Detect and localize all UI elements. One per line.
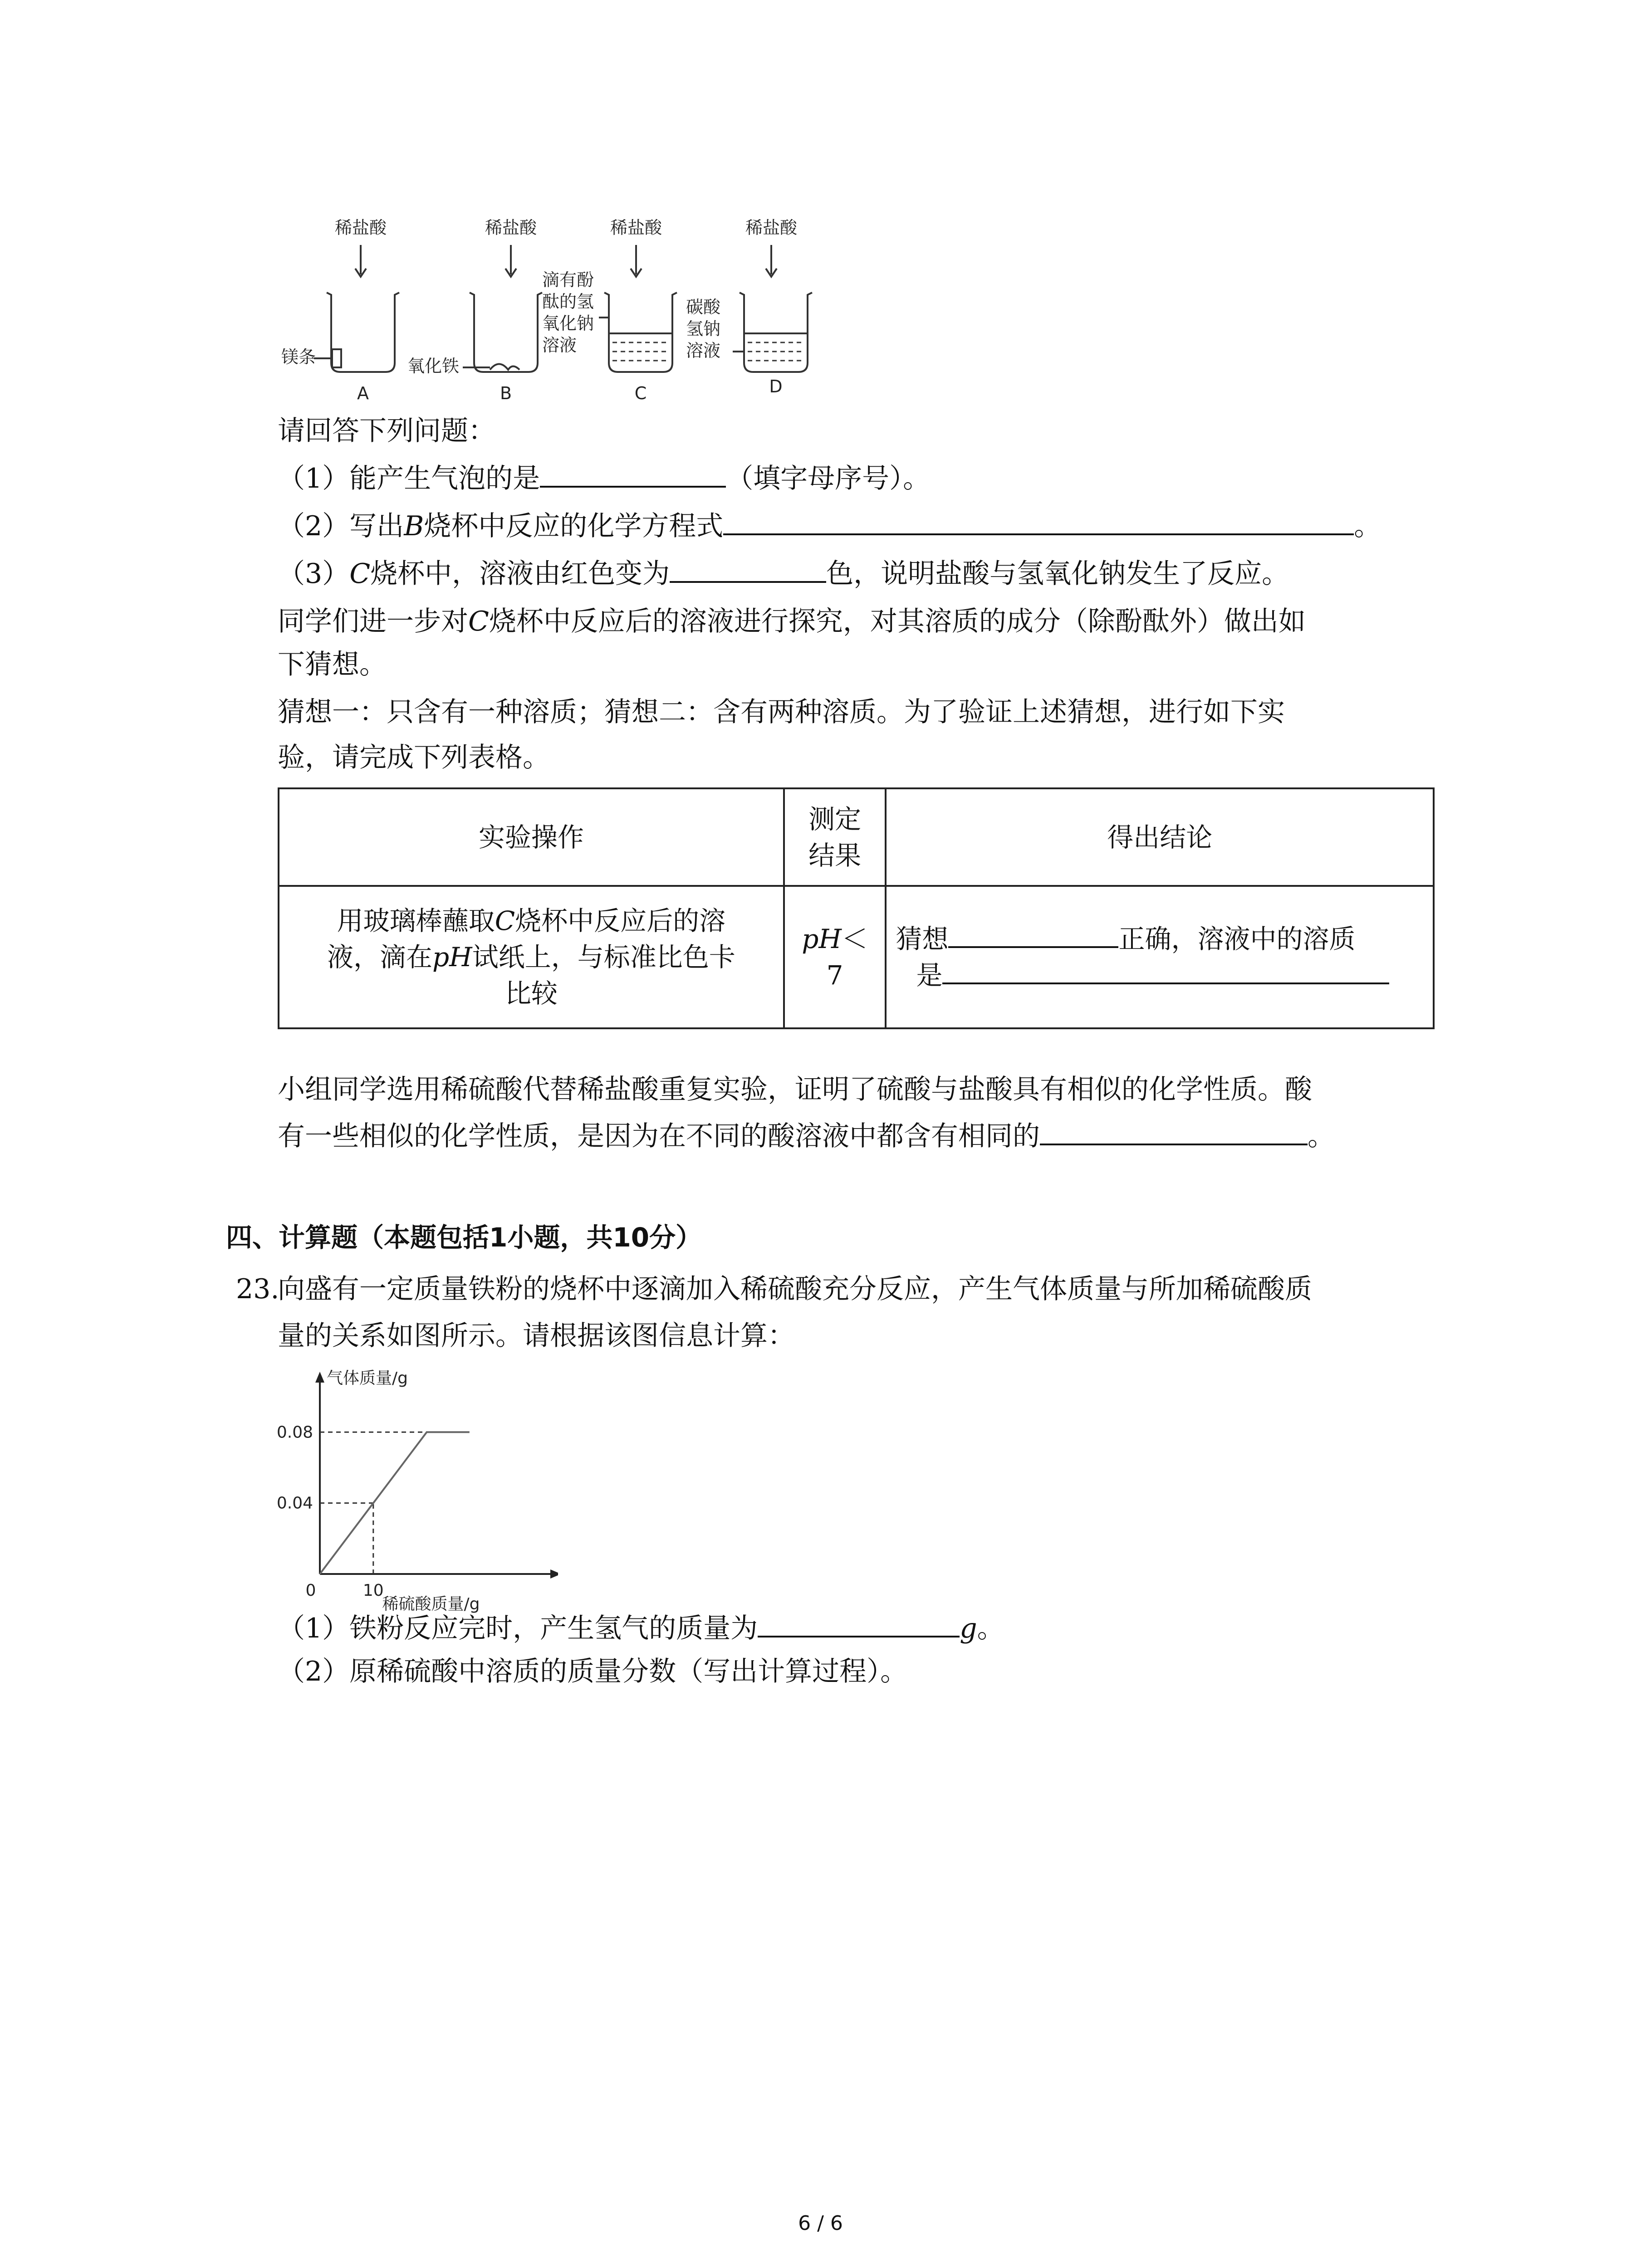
result-var: pH	[802, 924, 842, 954]
operation-line2-post: 试纸上，与标准比色卡	[472, 942, 735, 973]
acid-label-a: 稀盐酸	[334, 218, 387, 238]
conclusion-line1-pre: 猜想	[896, 924, 949, 954]
q22-sub1-blank[interactable]	[540, 460, 726, 488]
q23-stem-line2: 量的关系如图所示。请根据该图信息计算：	[278, 1320, 795, 1352]
q22-sub2-var: B	[404, 510, 424, 542]
q22-sub3-var: C	[349, 558, 371, 590]
operation-line1-post: 烧杯中反应后的溶	[515, 905, 726, 936]
acid-label-b: 稀盐酸	[485, 218, 537, 238]
beaker-d-letter: D	[769, 376, 783, 396]
table-cell-conclusion	[886, 886, 1434, 1028]
beaker-c-letter: C	[634, 383, 647, 403]
table-cell-result	[784, 886, 886, 1028]
acid-label-c: 稀盐酸	[610, 218, 662, 238]
result-sign: ＜	[841, 924, 868, 954]
q22-closing-blank[interactable]	[1040, 1118, 1308, 1145]
q22-sub3-pre: （3）	[278, 558, 350, 590]
acid-label-d: 稀盐酸	[745, 218, 798, 238]
y-tick-label-0.08: 0.08	[276, 1423, 313, 1442]
beaker-c-label-2: 酞的氢	[542, 292, 594, 312]
y-axis-label: 气体质量/g	[327, 1369, 408, 1388]
q22-para2-line1: 猜想一：只含有一种溶质；猜想二：含有两种溶质。为了验证上述猜想，进行如下实	[278, 696, 1285, 728]
table-header-operation: 实验操作	[279, 788, 784, 886]
table-cell-operation	[279, 886, 784, 1028]
operation-line1-pre: 用玻璃棒蘸取	[337, 905, 495, 936]
table-row	[279, 886, 1434, 1028]
chart-series	[320, 1432, 470, 1574]
beaker-d-label-2: 氢钠	[686, 319, 721, 339]
q22-sub1	[278, 460, 930, 497]
q22-sub3-post: 色，说明盐酸与氢氧化钠发生了反应。	[826, 558, 1289, 590]
q22-sub2-mid: 烧杯中反应的化学方程式	[424, 510, 724, 542]
result-line1	[794, 921, 876, 957]
q22-sub2-post: 。	[1354, 510, 1381, 542]
beaker-d-label-1: 碳酸	[686, 297, 721, 317]
x-tick-label-10: 10	[362, 1581, 384, 1600]
q22-para1-var: C	[468, 606, 489, 637]
operation-line1-var: C	[495, 905, 515, 936]
q22-para1-line1	[278, 603, 1306, 640]
conclusion-line1	[896, 921, 1424, 957]
q23-number: 23.	[236, 1273, 279, 1305]
result-line2: 7	[826, 960, 843, 991]
beaker-figure	[263, 213, 835, 413]
conclusion-blank-1[interactable]	[948, 921, 1118, 948]
beaker-c-label-3: 氧化钠	[542, 313, 594, 333]
q23-sub1-blank[interactable]	[758, 1610, 960, 1637]
x-axis-arrow	[550, 1569, 558, 1579]
q22-sub3-mid: 烧杯中，溶液由红色变为	[370, 558, 670, 590]
conclusion-line2-pre: 是	[916, 960, 943, 991]
q23-sub1	[278, 1610, 1004, 1647]
beaker-a-label: 镁条	[281, 347, 316, 367]
conclusion-line2	[896, 957, 1424, 993]
table-header-conclusion: 得出结论	[886, 788, 1434, 886]
q22-sub1-pre: （1）能产生气泡的是	[278, 463, 540, 494]
y-tick-label-0.04: 0.04	[276, 1494, 313, 1513]
q23-sub1-pre: （1）铁粉反应完时，产生氢气的质量为	[278, 1613, 758, 1644]
table-header-result-line1: 测定	[808, 803, 862, 835]
q22-closing-line1: 小组同学选用稀硫酸代替稀盐酸重复实验，证明了硫酸与盐酸具有相似的化学性质。酸	[278, 1074, 1312, 1105]
table-header-row	[279, 788, 1434, 886]
beaker-a-letter: A	[357, 383, 369, 403]
q23-stem-line1: 向盛有一定质量铁粉的烧杯中逐滴加入稀硫酸充分反应，产生气体质量与所加稀硫酸质	[278, 1273, 1312, 1305]
beaker-c-label-1: 滴有酚	[542, 270, 594, 290]
beaker-d-label-3: 溶液	[686, 341, 721, 361]
series-line-0	[320, 1432, 470, 1574]
table-header-result-line2: 结果	[808, 840, 862, 871]
gas-mass-chart	[268, 1361, 558, 1615]
x-axis-label: 稀硫酸质量/g	[382, 1595, 480, 1613]
operation-line3: 比较	[505, 978, 558, 1009]
beaker-c-label-4: 溶液	[542, 335, 577, 355]
chart-labels	[277, 1369, 480, 1613]
q23-sub1-unit: g	[960, 1613, 977, 1644]
experiment-table	[278, 787, 1435, 1029]
q22-para1-line2: 下猜想。	[278, 649, 387, 680]
beaker-b-letter: B	[500, 383, 512, 403]
origin-label: 0	[305, 1581, 316, 1600]
q22-sub2-blank[interactable]	[723, 508, 1354, 535]
q22-closing-line2	[278, 1118, 1335, 1154]
q23-sub1-post: 。	[977, 1613, 1004, 1644]
q23-sub2: （2）原稀硫酸中溶质的质量分数（写出计算过程）。	[278, 1656, 908, 1687]
q22-closing-post: 。	[1308, 1120, 1335, 1152]
beaker-b-label: 氧化铁	[407, 356, 460, 376]
y-axis-arrow	[315, 1372, 324, 1383]
q22-para1-pre: 同学们进一步对	[278, 606, 468, 637]
table-header-result	[784, 788, 886, 886]
conclusion-blank-2[interactable]	[942, 957, 1389, 984]
q22-sub3-blank[interactable]	[670, 556, 826, 583]
operation-line2-pre: 液，滴在	[327, 942, 433, 973]
q22-para2-line2: 验，请完成下列表格。	[278, 742, 550, 773]
operation-line2	[289, 939, 774, 975]
operation-line1	[289, 903, 774, 939]
q22-sub3	[278, 556, 1289, 592]
q22-sub2	[278, 508, 1381, 544]
q22-prompt: 请回答下列问题：	[278, 415, 495, 447]
q22-sub1-post: （填字母序号）。	[726, 463, 931, 494]
q22-sub2-pre: （2）写出	[278, 510, 404, 542]
q22-para1-post: 烧杯中反应后的溶液进行探究，对其溶质的成分（除酚酞外）做出如	[489, 606, 1306, 637]
page-number: 6 / 6	[798, 2212, 843, 2235]
conclusion-line1-post: 正确，溶液中的溶质	[1118, 924, 1356, 954]
chart-axes	[315, 1372, 558, 1579]
section-heading: 四、计算题（本题包括1小题，共10分）	[226, 1222, 702, 1253]
q22-closing-pre: 有一些相似的化学性质，是因为在不同的酸溶液中都含有相同的	[278, 1120, 1040, 1152]
operation-line2-var: pH	[432, 942, 472, 973]
